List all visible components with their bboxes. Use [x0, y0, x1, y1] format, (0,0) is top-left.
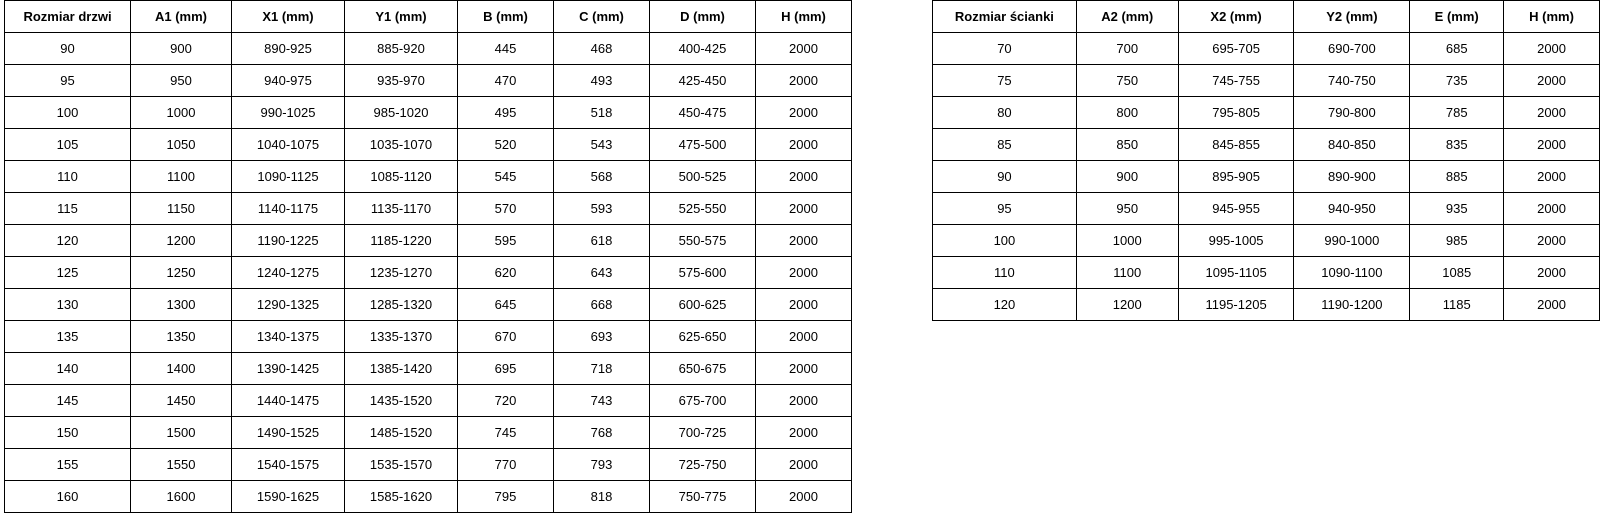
- cell: 768: [554, 417, 650, 449]
- cell: 518: [554, 97, 650, 129]
- cell: 845-855: [1178, 129, 1294, 161]
- table-header-row: [933, 1, 1600, 33]
- wall-table-header: [933, 1, 1600, 33]
- cell: 1085-1120: [345, 161, 458, 193]
- cell: 115: [5, 193, 131, 225]
- cell: 790-800: [1294, 97, 1410, 129]
- cell: 1200: [1076, 289, 1178, 321]
- table-row: [5, 289, 852, 321]
- cell: 818: [554, 481, 650, 513]
- table-row: [5, 449, 852, 481]
- column-header-c: C (mm): [554, 1, 650, 33]
- cell: 800: [1076, 97, 1178, 129]
- column-header-rozmiar-drzwi: Rozmiar drzwi: [5, 1, 131, 33]
- cell: 145: [5, 385, 131, 417]
- cell: 720: [458, 385, 554, 417]
- cell: 100: [933, 225, 1077, 257]
- table-row: [933, 161, 1600, 193]
- cell: 895-905: [1178, 161, 1294, 193]
- column-header-x1: X1 (mm): [232, 1, 345, 33]
- table-row: [5, 257, 852, 289]
- door-table-body: [5, 33, 852, 513]
- cell: 475-500: [650, 129, 756, 161]
- table-row: [933, 129, 1600, 161]
- table-row: [5, 129, 852, 161]
- cell: 568: [554, 161, 650, 193]
- cell: 1200: [131, 225, 232, 257]
- table-row: [5, 417, 852, 449]
- cell: 2000: [756, 353, 852, 385]
- cell: 1550: [131, 449, 232, 481]
- column-header-a1: A1 (mm): [131, 1, 232, 33]
- cell: 95: [933, 193, 1077, 225]
- cell: 725-750: [650, 449, 756, 481]
- cell: 470: [458, 65, 554, 97]
- cell: 1335-1370: [345, 321, 458, 353]
- column-header-y1: Y1 (mm): [345, 1, 458, 33]
- cell: 1485-1520: [345, 417, 458, 449]
- cell: 625-650: [650, 321, 756, 353]
- cell: 900: [131, 33, 232, 65]
- cell: 1385-1420: [345, 353, 458, 385]
- cell: 468: [554, 33, 650, 65]
- cell: 750: [1076, 65, 1178, 97]
- cell: 425-450: [650, 65, 756, 97]
- cell: 2000: [756, 225, 852, 257]
- cell: 740-750: [1294, 65, 1410, 97]
- cell: 1600: [131, 481, 232, 513]
- cell: 1250: [131, 257, 232, 289]
- cell: 1290-1325: [232, 289, 345, 321]
- cell: 125: [5, 257, 131, 289]
- cell: 2000: [756, 97, 852, 129]
- cell: 1350: [131, 321, 232, 353]
- cell: 850: [1076, 129, 1178, 161]
- cell: 2000: [1504, 289, 1600, 321]
- cell: 795-805: [1178, 97, 1294, 129]
- door-size-table-container: [4, 0, 852, 513]
- cell: 90: [5, 33, 131, 65]
- cell: 2000: [756, 65, 852, 97]
- cell: 2000: [1504, 193, 1600, 225]
- cell: 75: [933, 65, 1077, 97]
- cell: 670: [458, 321, 554, 353]
- cell: 793: [554, 449, 650, 481]
- cell: 745-755: [1178, 65, 1294, 97]
- table-row: [5, 33, 852, 65]
- cell: 2000: [1504, 65, 1600, 97]
- cell: 100: [5, 97, 131, 129]
- cell: 770: [458, 449, 554, 481]
- table-row: [5, 65, 852, 97]
- cell: 1135-1170: [345, 193, 458, 225]
- cell: 2000: [756, 161, 852, 193]
- cell: 900: [1076, 161, 1178, 193]
- cell: 105: [5, 129, 131, 161]
- table-row: [933, 65, 1600, 97]
- table-row: [933, 289, 1600, 321]
- cell: 400-425: [650, 33, 756, 65]
- cell: 545: [458, 161, 554, 193]
- table-row: [5, 481, 852, 513]
- cell: 1450: [131, 385, 232, 417]
- cell: 110: [5, 161, 131, 193]
- cell: 1000: [131, 97, 232, 129]
- cell: 95: [5, 65, 131, 97]
- cell: 700-725: [650, 417, 756, 449]
- wall-table-body: [933, 33, 1600, 321]
- wall-size-table: [932, 0, 1600, 321]
- cell: 890-900: [1294, 161, 1410, 193]
- cell: 1100: [131, 161, 232, 193]
- cell: 935-970: [345, 65, 458, 97]
- cell: 1090-1125: [232, 161, 345, 193]
- cell: 1190-1200: [1294, 289, 1410, 321]
- cell: 2000: [1504, 129, 1600, 161]
- table-row: [933, 257, 1600, 289]
- cell: 675-700: [650, 385, 756, 417]
- cell: 1240-1275: [232, 257, 345, 289]
- cell: 620: [458, 257, 554, 289]
- cell: 940-950: [1294, 193, 1410, 225]
- table-row: [5, 225, 852, 257]
- cell: 990-1000: [1294, 225, 1410, 257]
- cell: 120: [5, 225, 131, 257]
- cell: 950: [131, 65, 232, 97]
- cell: 685: [1410, 33, 1504, 65]
- cell: 1040-1075: [232, 129, 345, 161]
- cell: 2000: [756, 481, 852, 513]
- column-header-h: H (mm): [756, 1, 852, 33]
- cell: 135: [5, 321, 131, 353]
- cell: 2000: [756, 33, 852, 65]
- cell: 550-575: [650, 225, 756, 257]
- cell: 835: [1410, 129, 1504, 161]
- cell: 1590-1625: [232, 481, 345, 513]
- cell: 1390-1425: [232, 353, 345, 385]
- cell: 1535-1570: [345, 449, 458, 481]
- cell: 2000: [756, 193, 852, 225]
- cell: 593: [554, 193, 650, 225]
- cell: 1540-1575: [232, 449, 345, 481]
- cell: 1585-1620: [345, 481, 458, 513]
- table-row: [933, 97, 1600, 129]
- cell: 885: [1410, 161, 1504, 193]
- cell: 1500: [131, 417, 232, 449]
- cell: 85: [933, 129, 1077, 161]
- cell: 650-675: [650, 353, 756, 385]
- column-header-e: E (mm): [1410, 1, 1504, 33]
- cell: 1000: [1076, 225, 1178, 257]
- cell: 2000: [1504, 97, 1600, 129]
- column-header-b: B (mm): [458, 1, 554, 33]
- cell: 940-975: [232, 65, 345, 97]
- cell: 785: [1410, 97, 1504, 129]
- cell: 1085: [1410, 257, 1504, 289]
- cell: 1050: [131, 129, 232, 161]
- table-row: [5, 193, 852, 225]
- cell: 890-925: [232, 33, 345, 65]
- cell: 618: [554, 225, 650, 257]
- table-row: [5, 161, 852, 193]
- cell: 70: [933, 33, 1077, 65]
- cell: 950: [1076, 193, 1178, 225]
- cell: 668: [554, 289, 650, 321]
- cell: 1435-1520: [345, 385, 458, 417]
- cell: 1140-1175: [232, 193, 345, 225]
- cell: 1190-1225: [232, 225, 345, 257]
- cell: 1185: [1410, 289, 1504, 321]
- column-header-d: D (mm): [650, 1, 756, 33]
- cell: 735: [1410, 65, 1504, 97]
- cell: 990-1025: [232, 97, 345, 129]
- cell: 445: [458, 33, 554, 65]
- cell: 110: [933, 257, 1077, 289]
- cell: 150: [5, 417, 131, 449]
- cell: 1035-1070: [345, 129, 458, 161]
- cell: 700: [1076, 33, 1178, 65]
- cell: 1195-1205: [1178, 289, 1294, 321]
- cell: 745: [458, 417, 554, 449]
- cell: 1090-1100: [1294, 257, 1410, 289]
- cell: 160: [5, 481, 131, 513]
- cell: 1440-1475: [232, 385, 345, 417]
- cell: 130: [5, 289, 131, 321]
- door-table-header: [5, 1, 852, 33]
- table-row: [933, 193, 1600, 225]
- cell: 140: [5, 353, 131, 385]
- cell: 2000: [756, 129, 852, 161]
- cell: 2000: [1504, 161, 1600, 193]
- cell: 450-475: [650, 97, 756, 129]
- cell: 600-625: [650, 289, 756, 321]
- cell: 595: [458, 225, 554, 257]
- cell: 1100: [1076, 257, 1178, 289]
- table-row: [5, 97, 852, 129]
- table-row: [5, 353, 852, 385]
- cell: 935: [1410, 193, 1504, 225]
- cell: 1235-1270: [345, 257, 458, 289]
- cell: 693: [554, 321, 650, 353]
- cell: 570: [458, 193, 554, 225]
- cell: 643: [554, 257, 650, 289]
- cell: 1400: [131, 353, 232, 385]
- wall-size-table-container: [932, 0, 1600, 321]
- column-header-y2: Y2 (mm): [1294, 1, 1410, 33]
- cell: 1490-1525: [232, 417, 345, 449]
- cell: 1150: [131, 193, 232, 225]
- cell: 718: [554, 353, 650, 385]
- cell: 2000: [1504, 33, 1600, 65]
- cell: 2000: [756, 321, 852, 353]
- cell: 543: [554, 129, 650, 161]
- cell: 2000: [1504, 225, 1600, 257]
- table-header-row: [5, 1, 852, 33]
- cell: 90: [933, 161, 1077, 193]
- cell: 985-1020: [345, 97, 458, 129]
- column-header-a2: A2 (mm): [1076, 1, 1178, 33]
- cell: 120: [933, 289, 1077, 321]
- cell: 2000: [1504, 257, 1600, 289]
- cell: 495: [458, 97, 554, 129]
- cell: 985: [1410, 225, 1504, 257]
- cell: 80: [933, 97, 1077, 129]
- cell: 995-1005: [1178, 225, 1294, 257]
- column-header-rozmiar-scianki: Rozmiar ścianki: [933, 1, 1077, 33]
- column-header-x2: X2 (mm): [1178, 1, 1294, 33]
- table-row: [5, 385, 852, 417]
- cell: 750-775: [650, 481, 756, 513]
- cell: 840-850: [1294, 129, 1410, 161]
- cell: 2000: [756, 385, 852, 417]
- table-row: [933, 33, 1600, 65]
- cell: 945-955: [1178, 193, 1294, 225]
- cell: 525-550: [650, 193, 756, 225]
- cell: 1095-1105: [1178, 257, 1294, 289]
- cell: 575-600: [650, 257, 756, 289]
- column-header-h: H (mm): [1504, 1, 1600, 33]
- table-row: [933, 225, 1600, 257]
- cell: 690-700: [1294, 33, 1410, 65]
- cell: 1300: [131, 289, 232, 321]
- cell: 885-920: [345, 33, 458, 65]
- cell: 2000: [756, 417, 852, 449]
- cell: 695: [458, 353, 554, 385]
- cell: 1185-1220: [345, 225, 458, 257]
- cell: 1285-1320: [345, 289, 458, 321]
- cell: 1340-1375: [232, 321, 345, 353]
- cell: 695-705: [1178, 33, 1294, 65]
- cell: 2000: [756, 289, 852, 321]
- cell: 645: [458, 289, 554, 321]
- cell: 155: [5, 449, 131, 481]
- cell: 500-525: [650, 161, 756, 193]
- cell: 795: [458, 481, 554, 513]
- cell: 520: [458, 129, 554, 161]
- cell: 493: [554, 65, 650, 97]
- door-size-table: [4, 0, 852, 513]
- table-row: [5, 321, 852, 353]
- cell: 2000: [756, 257, 852, 289]
- cell: 2000: [756, 449, 852, 481]
- cell: 743: [554, 385, 650, 417]
